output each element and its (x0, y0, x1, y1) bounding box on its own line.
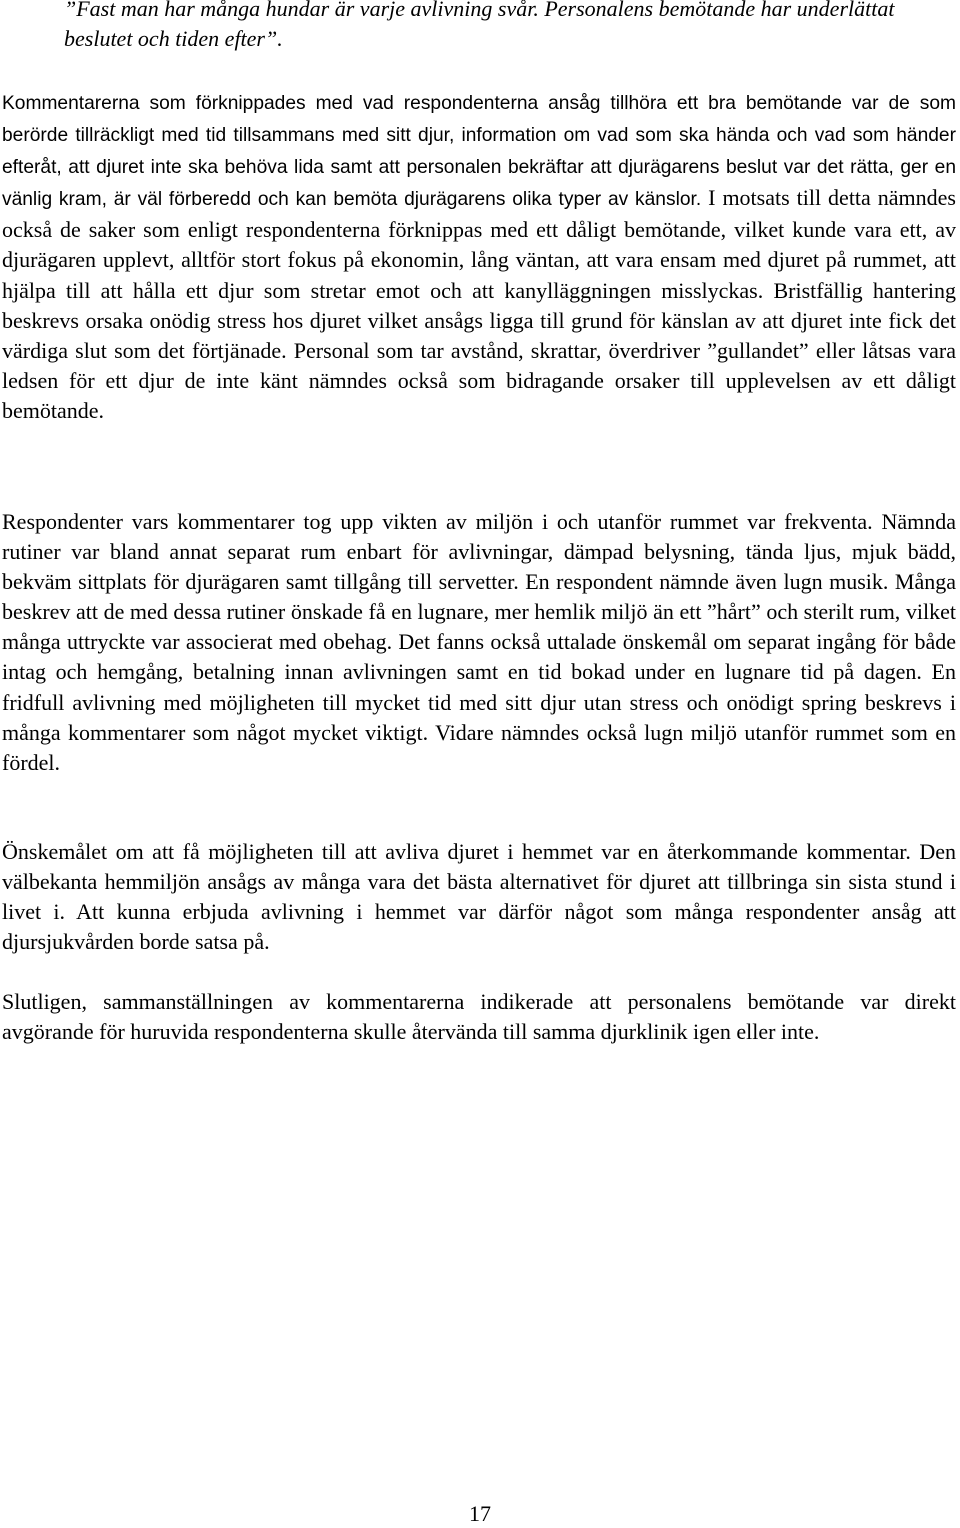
paragraph-hemmet: Önskemålet om att få möjligheten till att avliva djuret i hemmet var en återkommande kommentar. Den välbekanta hemmiljön ansågs av många vara det bästa alternativet för djuret att tillbringa sin sista stund i livet i. Att kunna erbjuda avlivning i hemmet var därför något som många respondenter ansåg att djursjukvården borde satsa på. (2, 839, 956, 955)
paragraph-bemotande (2, 87, 956, 426)
paragraph-serif-run: I motsats till detta nämndes också de saker som enligt respondenterna förknippas med ett dåligt bemötande, vilket kunde vara ett, av djurägaren upplevt, alltför stort fokus på ekonomin, lång väntan, att vara ensam med djuret på rummet, att hjälpa till att hålla ett djur som stretar emot och att kanylläggningen misslyckas. Bristfällig hantering beskrevs orsaka onödig stress hos djuret vilket ansågs ligga till grund för känslan av att djuret inte fick det värdiga slut som det förtjänade. Personal som tar avstånd, skrattar, överdriver ”gullandet” eller låtsas vara ledsen för ett djur de inte känt nämndes också som bidragande orsaker till upplevelsen av ett dåligt bemötande. (2, 185, 956, 423)
paragraph-miljo: Respondenter vars kommentarer tog upp vikten av miljön i och utanför rummet var frekventa. Nämnda rutiner var bland annat separat rum enbart för avlivningar, dämpad belysning, tända ljus, mjuk bädd, bekväm sittplats för djurägaren samt tillgång till servetter. En respondent nämnde även lugn musik. Många beskrev att de med dessa rutiner önskade få en lugnare, mer hemlik miljö än ett ”hårt” och sterilt rum, vilket många uttryckte var associerat med obehag. Det fanns också uttalade önskemål om separat ingång för både intag och hemgång, betalning innan avlivningen samt en tid bokad under en lugnare tid på dagen. En fridfull avlivning med möjligheten till mycket tid med sitt djur utan stress och onödigt spring beskrevs i många kommentarer som något mycket viktigt. Vidare nämndes också lugn miljö utanför rummet som en fördel. (2, 509, 956, 775)
paragraph-sans-run: Kommentarerna som förknippades med vad respondenterna ansåg tillhöra ett bra bemötande var de som berörde tillräckligt med tid tillsammans med sitt djur, information om vad som ska hända och vad som händer efteråt, att djuret inte ska behöva lida samt att personalen bekräftar att djurägarens beslut var det rätta, ger en vänlig kram, är väl förberedd och kan bemöta djurägarens olika typer av känslor. (2, 93, 956, 211)
page-number: 17 (469, 1501, 491, 1526)
paragraph-slutligen: Slutligen, sammanställningen av kommentarerna indikerade att personalens bemötande var direkt avgörande för huruvida respondenterna skulle återvända till samma djurklinik igen eller inte. (2, 989, 956, 1045)
italic-quote: ”Fast man har många hundar är varje avlivning svår. Personalens bemötande har underlättat beslutet och tiden efter”. (64, 0, 895, 51)
